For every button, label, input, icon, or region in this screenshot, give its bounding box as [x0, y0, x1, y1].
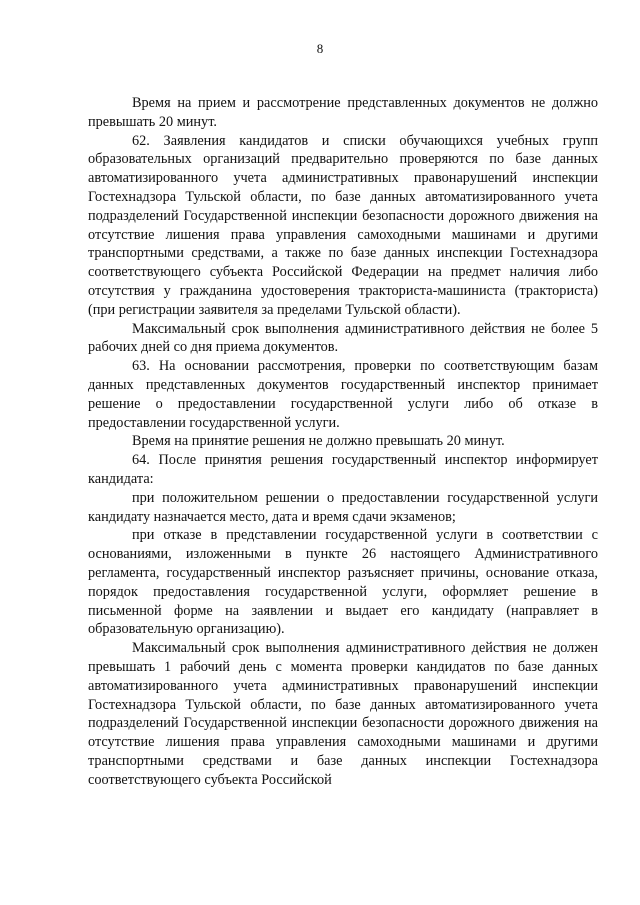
paragraph-max-term-1-day: Максимальный срок выполнения административного действия не должен превышать 1 рабочий день с момента проверки кандидатов по базе данных автоматизированного учета административных правонарушений инспекции Гостехнадзора Тульской области, по базе данных автоматизированного учета подразделений Государственной инспекции безопасности дорожного движения на отсутствие лишения права управления самоходными машинами и другими транспортными средствами и базе данных инспекции Гостехнадзора соответствующего субъекта Российской	[88, 640, 598, 788]
paragraph-max-term-5-days: Максимальный срок выполнения административного действия не более 5 рабочих дней со дня приема документов.	[88, 320, 598, 356]
page-number: 8	[316, 41, 324, 56]
paragraph-62-database-check: 62. Заявления кандидатов и списки обучающихся учебных групп образовательных организаций предварительно проверяются по базе данных автоматизированного учета административных правонарушений инспекции Гостехнадзора Тульской области, по базе данных автоматизированного учета подразделений Государственной инспекции безопасности дорожного движения на отсутствие лишения права управления самоходными машинами и другими транспортными средствами, а также по базе данных инспекции Гостехнадзора соответствующего субъекта Российской Федерации на предмет наличия либо отсутствия у гражданина удостоверения тракториста-машиниста (тракториста) (при регистрации заявителя за пределами Тульской области).	[88, 132, 598, 318]
paragraph-63-decision: 63. На основании рассмотрения, проверки по соответствующим базам данных представленных документов государственный инспектор принимает решение о предоставлении государственной услуги либо об отказе в предоставлении государственной услуги.	[88, 358, 598, 431]
paragraph-positive-decision: при положительном решении о предоставлении государственной услуги кандидату назначается место, дата и время сдачи экзаменов;	[88, 489, 598, 525]
paragraph-decision-time-limit: Время на принятие решения не должно превышать 20 минут.	[132, 433, 505, 450]
document-body	[88, 94, 598, 789]
paragraph-refusal: при отказе в представлении государственной услуги в соответствии с основаниями, изложенными в пункте 26 настоящего Административного регламента, государственный инспектор разъясняет причины, основание отказа, порядок предоставления государственной услуги, оформляет решение в письменной форме на заявлении и выдает его кандидату (направляет в образовательную организацию).	[88, 527, 598, 638]
paragraph-64-inform-candidate: 64. После принятия решения государственный инспектор информирует кандидата:	[88, 452, 598, 487]
paragraph-time-limit-review: Время на прием и рассмотрение представленных документов не должно превышать 20 минут.	[88, 95, 598, 130]
